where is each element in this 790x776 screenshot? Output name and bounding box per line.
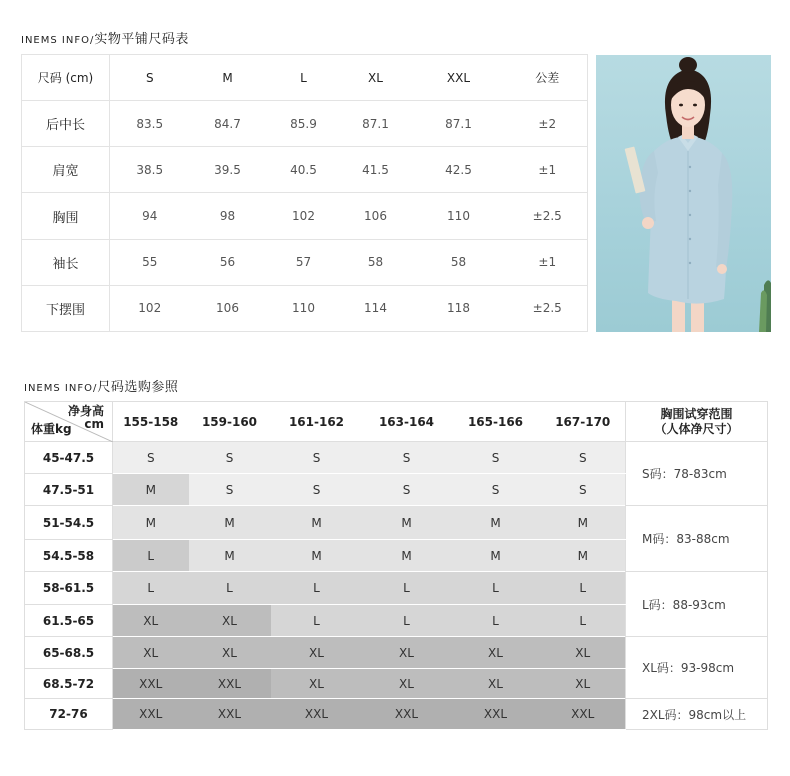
- row-label: 下摆围: [22, 285, 110, 331]
- table-cell: 94: [110, 193, 190, 239]
- table-row: [25, 506, 768, 540]
- table-cell: 58: [410, 239, 508, 285]
- size-cell: M: [189, 540, 271, 572]
- size-cell: L: [451, 605, 541, 637]
- size-cell: S: [189, 474, 271, 506]
- size-cell: L: [271, 605, 363, 637]
- size-cell: M: [541, 540, 626, 572]
- size-cell: XXL: [113, 699, 189, 730]
- table-cell: 56: [190, 239, 266, 285]
- table-cell: 102: [266, 193, 342, 239]
- size-cell: XL: [113, 605, 189, 637]
- title-en: INEMS INFO/: [21, 35, 95, 46]
- size-cell: M: [271, 506, 363, 540]
- table-cell: 42.5: [410, 147, 508, 193]
- height-header-cell: 161-162: [271, 402, 363, 442]
- row-label: 胸围: [22, 193, 110, 239]
- size-cell: XL: [451, 669, 541, 699]
- weight-header: 体重kg: [31, 422, 72, 436]
- table-header-row: [22, 55, 588, 101]
- weight-cell: 65-68.5: [25, 637, 113, 669]
- size-cell: XL: [363, 669, 451, 699]
- size-cell: S: [189, 442, 271, 474]
- weight-cell: 68.5-72: [25, 669, 113, 699]
- height-header-cell: 165-166: [451, 402, 541, 442]
- size-cell: XXL: [271, 699, 363, 730]
- table-row: [25, 572, 768, 605]
- size-cell: XXL: [541, 699, 626, 730]
- height-header: [68, 405, 104, 431]
- size-cell: XL: [189, 637, 271, 669]
- header-cell: L: [266, 55, 342, 101]
- size-cell: M: [363, 540, 451, 572]
- weight-cell: 58-61.5: [25, 572, 113, 605]
- table-cell: 102: [138, 301, 162, 316]
- height-header-cell: 167-170: [541, 402, 626, 442]
- header-cell: 公差: [508, 55, 588, 101]
- product-photo: [596, 55, 771, 332]
- size-cell: XL: [541, 669, 626, 699]
- size-cell: XL: [541, 637, 626, 669]
- size-cell: M: [113, 474, 189, 506]
- size-cell: M: [541, 506, 626, 540]
- height-header-label: 净身高: [67, 404, 104, 418]
- table-cell: 55: [110, 239, 190, 285]
- size-cell: L: [363, 572, 451, 605]
- size-guide-title: [24, 376, 178, 395]
- size-cell: M: [189, 506, 271, 540]
- size-cell: L: [541, 605, 626, 637]
- header-cell: 尺码 (cm): [22, 55, 110, 101]
- size-cell: M: [113, 506, 189, 540]
- weight-cell: 45-47.5: [25, 442, 113, 474]
- size-cell: XXL: [113, 669, 189, 699]
- table-cell: ±1: [508, 239, 588, 285]
- size-cell: XXL: [363, 699, 451, 730]
- table-cell: 38.5: [110, 147, 190, 193]
- table-cell: ±1: [508, 147, 588, 193]
- size-cell: S: [271, 474, 363, 506]
- weight-cell: 47.5-51: [25, 474, 113, 506]
- size-cell: XXL: [189, 669, 271, 699]
- table-cell: 84.7: [190, 101, 266, 147]
- chest-range-2xl: 2XL码：98cm以上: [626, 699, 768, 730]
- size-cell: S: [113, 442, 189, 474]
- chest-range-header-line2: （人体净尺寸）: [654, 421, 739, 436]
- table-row: [22, 239, 588, 285]
- chest-range-s: S码：78-83cm: [626, 442, 768, 506]
- plant-icon: [759, 280, 771, 332]
- height-header-cell: 155-158: [113, 402, 189, 442]
- table-cell: ±2.5: [508, 193, 588, 239]
- table-row: [25, 699, 768, 730]
- table-header-row: [25, 402, 768, 442]
- table-cell: ±2: [508, 101, 588, 147]
- table-cell: 83.5: [110, 101, 190, 147]
- table-cell: 110: [292, 301, 315, 316]
- size-cell: XL: [189, 605, 271, 637]
- size-recommendation-table: [24, 401, 768, 730]
- size-cell: S: [541, 474, 626, 506]
- weight-cell: 61.5-65: [25, 605, 113, 637]
- chest-range-header-line1: 胸围试穿范围: [660, 406, 733, 421]
- table-row: [22, 285, 588, 331]
- weight-cell: 54.5-58: [25, 540, 113, 572]
- size-cell: M: [271, 540, 363, 572]
- table-row: [22, 147, 588, 193]
- row-label: 袖长: [22, 239, 110, 285]
- table-cell: 110: [410, 193, 508, 239]
- size-cell: L: [541, 572, 626, 605]
- table-cell: 85.9: [266, 101, 342, 147]
- size-cell: S: [363, 442, 451, 474]
- height-header-cell: 163-164: [363, 402, 451, 442]
- garment-measurement-table: [21, 54, 588, 332]
- table-cell: 41.5: [342, 147, 410, 193]
- size-cell: XL: [451, 637, 541, 669]
- header-cell: M: [190, 55, 266, 101]
- table-cell: 118: [447, 301, 470, 316]
- header-cell: XL: [342, 55, 410, 101]
- size-cell: S: [451, 442, 541, 474]
- table-cell: 58: [342, 239, 410, 285]
- table-row: [22, 101, 588, 147]
- size-cell: M: [363, 506, 451, 540]
- table-cell: 106: [342, 193, 410, 239]
- size-cell: L: [271, 572, 363, 605]
- weight-cell: 51-54.5: [25, 506, 113, 540]
- header-cell: XXL: [410, 55, 508, 101]
- title-en: INEMS INFO/: [24, 383, 98, 394]
- table-row: [25, 442, 768, 474]
- table-cell: 106: [216, 301, 239, 316]
- chest-range-xl: XL码：93-98cm: [626, 637, 768, 699]
- table-row: [22, 193, 588, 239]
- size-table-title: [21, 28, 189, 47]
- table-cell: 98: [190, 193, 266, 239]
- size-cell: L: [363, 605, 451, 637]
- diagonal-header-cell: [25, 402, 113, 442]
- height-header-cell: 159-160: [189, 402, 271, 442]
- size-cell: M: [451, 506, 541, 540]
- table-cell: 114: [364, 301, 387, 316]
- size-cell: XL: [113, 637, 189, 669]
- table-cell: 57: [266, 239, 342, 285]
- table-cell: 87.1: [342, 101, 410, 147]
- height-header-unit: cm: [84, 417, 104, 431]
- size-cell: S: [271, 442, 363, 474]
- size-cell: S: [451, 474, 541, 506]
- size-cell: L: [113, 540, 189, 572]
- header-cell: S: [110, 55, 190, 101]
- size-cell: XXL: [189, 699, 271, 730]
- size-cell: M: [451, 540, 541, 572]
- title-cn: 实物平铺尺码表: [94, 32, 189, 47]
- chest-range-header: [626, 402, 768, 442]
- size-cell: L: [113, 572, 189, 605]
- size-cell: XL: [363, 637, 451, 669]
- table-row: [25, 637, 768, 669]
- table-cell: 39.5: [190, 147, 266, 193]
- row-label: 后中长: [22, 101, 110, 147]
- table-cell: 87.1: [410, 101, 508, 147]
- size-cell: S: [363, 474, 451, 506]
- chest-range-m: M码：83-88cm: [626, 506, 768, 572]
- size-cell: L: [189, 572, 271, 605]
- size-cell: XL: [271, 637, 363, 669]
- chest-range-l: L码：88-93cm: [626, 572, 768, 637]
- size-cell: S: [541, 442, 626, 474]
- size-cell: L: [451, 572, 541, 605]
- table-cell: 40.5: [266, 147, 342, 193]
- row-label: 肩宽: [22, 147, 110, 193]
- size-cell: XXL: [451, 699, 541, 730]
- weight-cell: 72-76: [25, 699, 113, 730]
- model-illustration: [596, 55, 771, 332]
- table-cell: ±2.5: [532, 301, 562, 316]
- title-cn: 尺码选购参照: [97, 380, 179, 395]
- size-cell: XL: [271, 669, 363, 699]
